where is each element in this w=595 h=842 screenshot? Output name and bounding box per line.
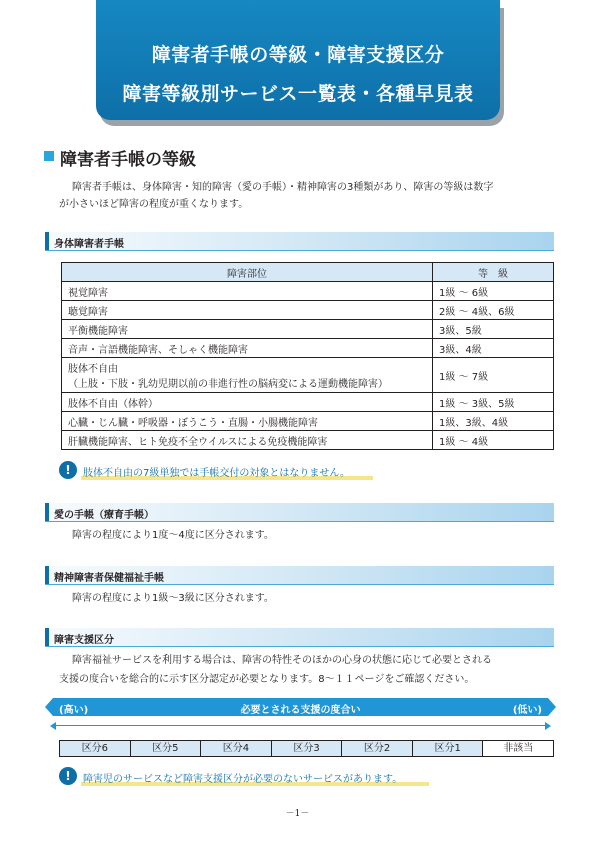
subsection-heading-physical: 身体障害者手帳 [54,239,124,250]
table-cell-part: 聴覚障害 [62,301,433,320]
subsection-bar-ai [45,503,554,522]
square-bullet-icon [44,151,54,161]
support-level-cell: 非該当 [482,741,553,756]
table-row [62,358,554,393]
table-cell-grade: 1級 ～ 7級 [433,358,554,393]
table-cell-part-line1: 肢体不自由 [68,364,118,375]
support-level-cell: 区分6 [60,741,130,756]
table-header-row [62,263,554,282]
scale-low-label: (低い) [512,705,542,716]
mental-text: 障害の程度により1級～3級に区分されます。 [72,593,274,604]
subsection-bar-support [45,628,554,647]
support-level-cell: 区分4 [200,741,271,756]
subsection-bar-mental [45,566,554,585]
note-support-text: 障害児のサービスなど障害支援区分が必要のないサービスがあります。 [83,774,403,785]
table-header-part: 障害部位 [62,263,433,282]
table-cell-grade: 3級、4級 [433,339,554,358]
arrow-left-icon [50,722,56,730]
exclamation-icon: ! [59,767,77,785]
note-physical-text: 肢体不自由の7級単独では手帳交付の対象とはなりません。 [83,468,350,479]
page-number: －1－ [285,809,310,819]
scale-high-label: (高い) [59,705,89,716]
table-row [62,320,554,339]
table-cell-grade: 3級、5級 [433,320,554,339]
support-level-cell: 区分3 [271,741,342,756]
arrow-right-icon [545,722,551,730]
subsection-heading-mental: 精神障害者保健福祉手帳 [54,573,164,584]
subsection-bar-physical [45,232,554,251]
support-level-cell: 区分2 [341,741,412,756]
support-text-line2: 支援の度合いを総合的に示す区分認定が必要となります。8～１１ページをご確認ください。 [59,674,475,685]
support-level-cell: 区分1 [412,741,483,756]
support-level-cell: 区分5 [130,741,201,756]
exclamation-icon: ! [59,461,77,479]
table-cell-grade: 2級 ～ 4級、6級 [433,301,554,320]
table-cell-part: 肝臓機能障害、ヒト免疫不全ウイルスによる免疫機能障害 [62,431,433,450]
subsection-heading-ai: 愛の手帳（療育手帳） [54,510,154,521]
table-row [62,393,554,412]
table-cell-part: 視覚障害 [62,282,433,301]
table-cell-grade: 1級、3級、4級 [433,412,554,431]
table-cell-grade: 1級 ～ 6級 [433,282,554,301]
header-title-line2: 障害等級別サービス一覧表・各種早見表 [122,83,474,105]
support-text-line1: 障害福祉サービスを利用する場合は、障害の特性そのほかの心身の状態に応じて必要とされる [72,655,492,666]
table-cell-part: 平衡機能障害 [62,320,433,339]
subsection-heading-support: 障害支援区分 [54,635,114,646]
table-cell-part [62,358,433,393]
intro-line1: 障害者手帳は、身体障害・知的障害（愛の手帳）・精神障害の3種類があり、障害の等級は数字 [72,182,494,193]
support-level-row [59,740,554,757]
scale-center-label: 必要とされる支援の度合い [240,705,361,716]
table-cell-part: 心臓・じん臓・呼吸器・ぼうこう・直腸・小腸機能障害 [62,412,433,431]
table-cell-grade: 1級 ～ 4級 [433,431,554,450]
table-row [62,431,554,450]
table-cell-part-line2: （上肢・下肢・乳幼児期以前の非進行性の脳病変による運動機能障害） [68,379,388,390]
support-scale-arrow [45,698,556,716]
header-title-line1: 障害者手帳の等級・障害支援区分 [151,44,445,66]
scale-double-arrow [52,725,549,726]
table-cell-part: 肢体不自由（体幹） [62,393,433,412]
disability-grade-table [61,262,554,450]
ai-text: 障害の程度により1度～4度に区分されます。 [72,530,274,541]
table-row [62,301,554,320]
table-row [62,339,554,358]
table-cell-grade: 1級 ～ 3級、5級 [433,393,554,412]
intro-line2: が小さいほど障害の程度が重くなります。 [59,199,249,210]
table-cell-part: 音声・言語機能障害、そしゃく機能障害 [62,339,433,358]
section-title: 障害者手帳の等級 [60,150,196,170]
header-banner [96,0,500,120]
table-row [62,412,554,431]
table-header-grade: 等 級 [433,263,554,282]
table-row [62,282,554,301]
